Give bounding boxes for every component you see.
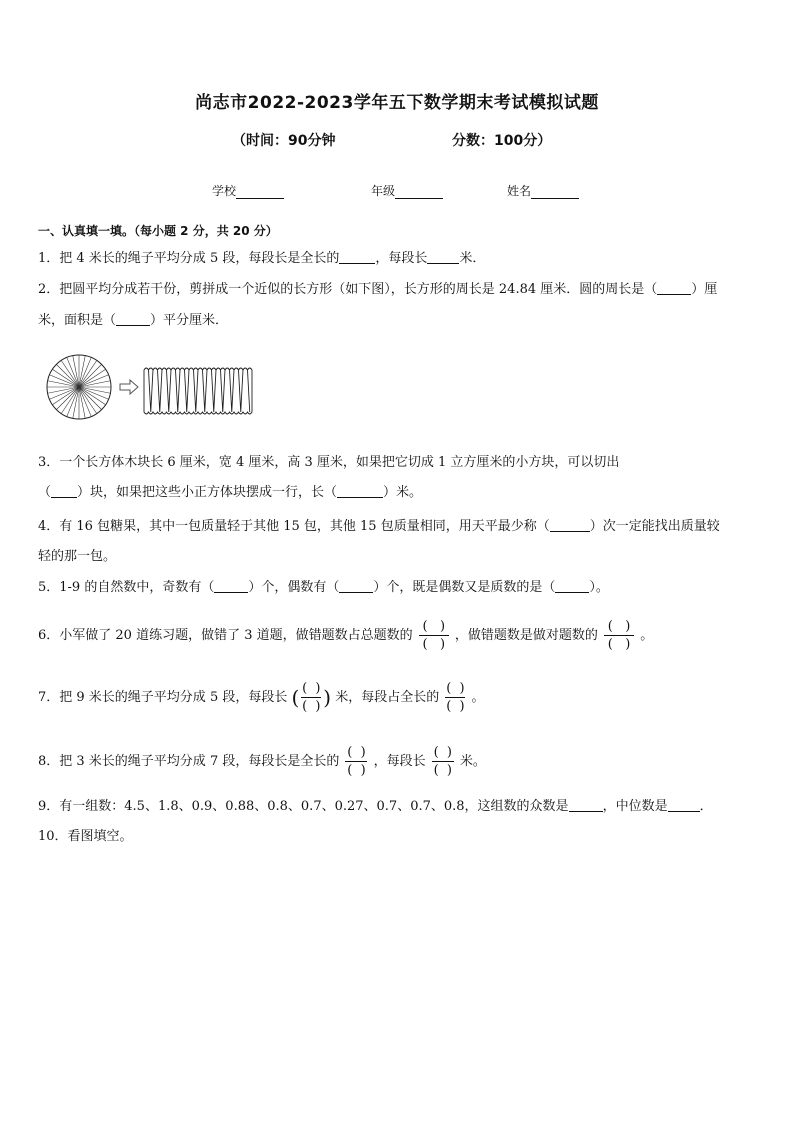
answer-blank[interactable] — [569, 797, 603, 812]
question-6: 6．小军做了 20 道练习题，做错了 3 道题，做错题数占总题数的 $\frac{( )}{( )}$ ，做错题数是做对题数的 $\frac{( )}{( )}$ 。 — [38, 619, 654, 652]
fraction-blank[interactable]: $\frac{( )}{( )}$ — [433, 745, 452, 778]
circle-to-rectangle-figure — [44, 350, 264, 430]
sector-circle-icon — [47, 355, 111, 419]
name-field[interactable]: 姓名 — [507, 182, 579, 199]
answer-blank[interactable] — [555, 578, 589, 593]
page-title: 尚志市2022-2023学年五下数学期末考试模拟试题 — [195, 93, 599, 113]
answer-blank[interactable] — [116, 311, 150, 326]
grade-field[interactable]: 年级 — [371, 182, 443, 199]
answer-blank[interactable] — [337, 483, 383, 498]
answer-blank[interactable] — [51, 483, 77, 498]
question-1: 1．把 4 米长的绳子平均分成 5 段，每段长是全长的 ，每段长 米． — [38, 251, 486, 266]
zigzag-rectangle-icon — [144, 368, 252, 414]
question-5: 5．1-9 的自然数中，奇数有（ ）个，偶数有（ ）个，既是偶数又是质数的是（ ）。 — [38, 580, 609, 595]
answer-blank[interactable] — [668, 797, 700, 812]
fraction-blank[interactable]: $\frac{( )}{( )}$ — [419, 618, 449, 653]
question-2-cont: 米，面积是（ ）平分厘米． — [38, 313, 229, 328]
answer-blank[interactable] — [657, 280, 691, 295]
question-2: 2．把圆平均分成若干份，剪拼成一个近似的长方形（如下图），长方形的周长是 24.84 厘米．圆的周长是（ ）厘 — [38, 282, 718, 297]
fraction-blank[interactable]: $\frac{( )}{( )}$ — [347, 745, 366, 778]
answer-blank[interactable] — [427, 249, 459, 264]
arrow-right-icon — [120, 380, 138, 394]
fraction-blank[interactable]: $\frac{( )}{( )}$ — [604, 618, 634, 653]
answer-blank[interactable] — [339, 578, 373, 593]
section-heading: 一、认真填一填。（每小题 2 分，共 20 分） — [38, 224, 278, 238]
question-10: 10．看图填空。 — [38, 829, 133, 844]
question-7: 7．把 9 米长的绳子平均分成 5 段，每段长 ( $\frac{( )}{( )}$ ) 米，每段占全长的 $\frac{( )}{( )}$ 。 — [38, 681, 485, 714]
fraction-blank[interactable]: $\frac{( )}{( )}$ — [446, 681, 465, 714]
answer-blank[interactable] — [339, 249, 375, 264]
school-field[interactable]: 学校 — [212, 182, 284, 199]
fraction-blank[interactable]: $\frac{( )}{( )}$ — [302, 681, 321, 714]
question-3: 3．一个长方体木块长 6 厘米，宽 4 厘米，高 3 厘米，如果把它切成 1 立方厘米的小方块，可以切出 （ ）块，如果把这些小正方体块摆成一行，长（ ）米。 — [38, 455, 620, 500]
exam-time: （时间：90分钟 — [232, 133, 336, 149]
exam-score: 分数：100分） — [452, 133, 552, 149]
question-8: 8．把 3 米长的绳子平均分成 7 段，每段长是全长的 $\frac{( )}{( )}$ ，每段长 $\frac{( )}{( )}$ 米。 — [38, 745, 486, 778]
question-4: 4．有 16 包糖果，其中一包质量轻于其他 15 包，其他 15 包质量相同，用天平最少称（ ）次一定能找出质量较 轻的那一包。 — [38, 519, 720, 564]
answer-blank[interactable] — [550, 517, 590, 532]
question-9: 9．有一组数：4.5、1.8、0.9、0.88、0.8、0.7、0.27、0.7、0.7、0.8，这组数的众数是 ，中位数是 ． — [38, 799, 713, 814]
answer-blank[interactable] — [214, 578, 248, 593]
